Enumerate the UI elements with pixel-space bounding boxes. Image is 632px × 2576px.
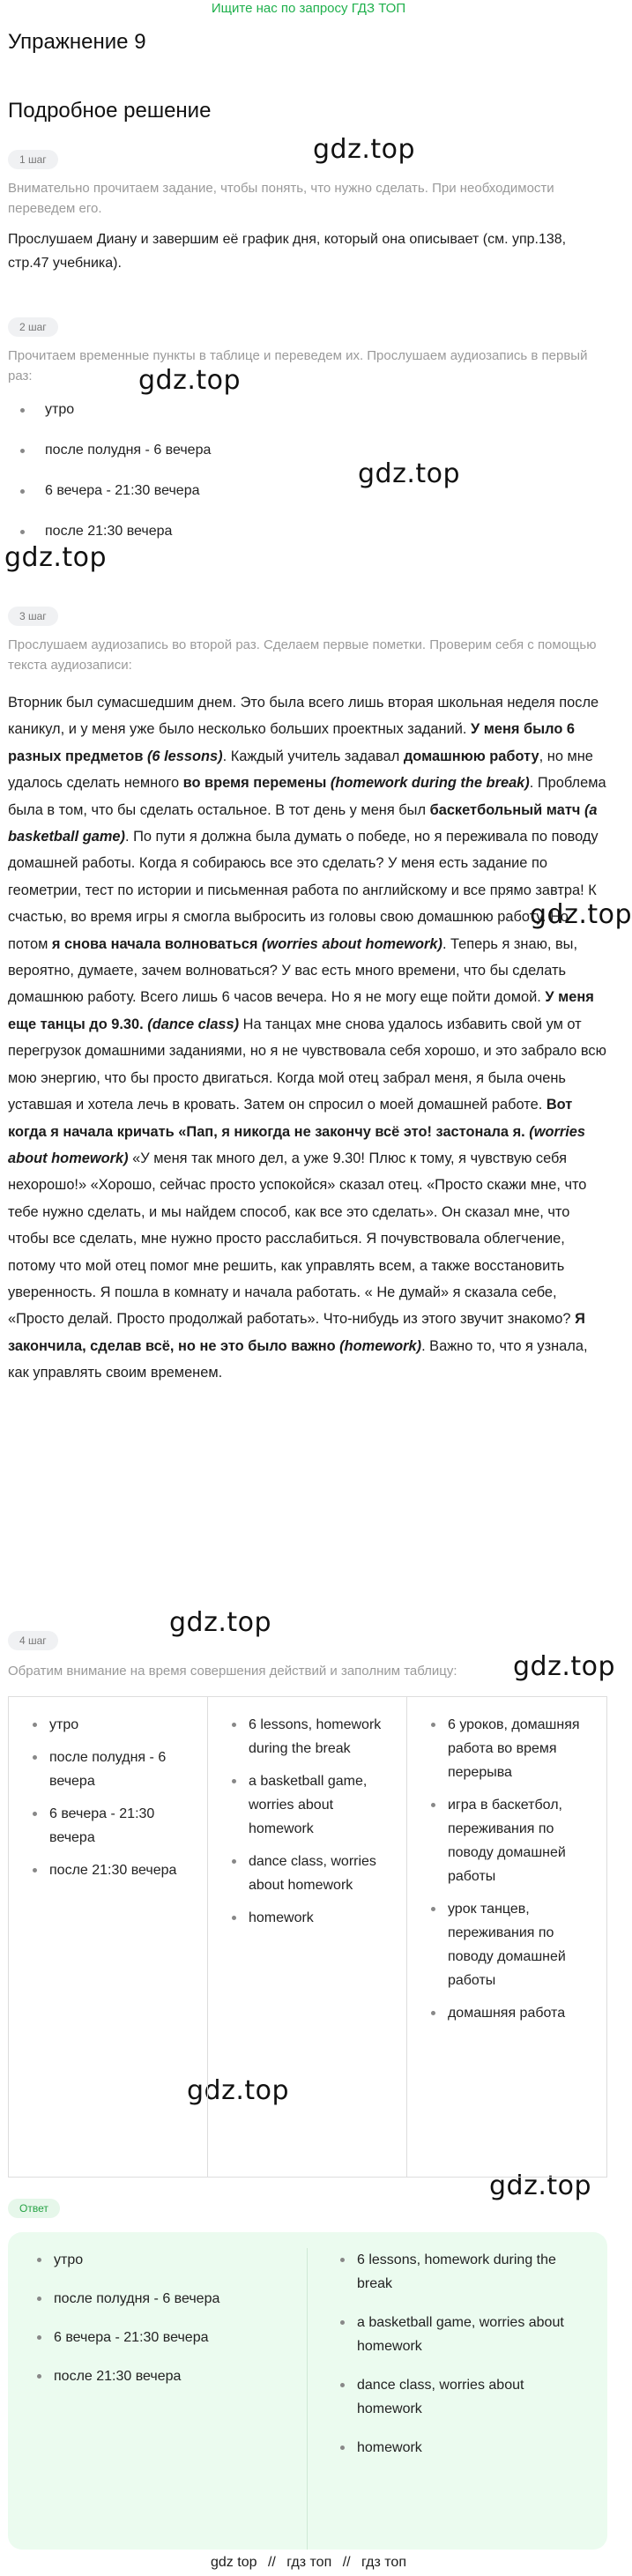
table-cell: игра в баскетбол, переживания по поводу домашней работы — [407, 1793, 606, 1888]
table-cell: homework — [208, 1906, 406, 1930]
story-keyword-english: (worries about homework) — [8, 1123, 586, 1166]
list-item: после 21:30 вечера — [8, 522, 607, 541]
table-cell: после 21:30 вечера — [9, 1858, 207, 1882]
table-column-english — [208, 1697, 407, 2177]
step-4 — [8, 1631, 607, 1681]
story-keyword: У меня было 6 разных предметов — [8, 721, 576, 764]
answer-item: после полудня - 6 вечера — [8, 2287, 307, 2311]
answer-column-activities — [308, 2248, 607, 2550]
footer-separator: // — [267, 2555, 276, 2570]
watermark: gdz.top — [169, 1607, 272, 1638]
story-segment: . Проблема была в том, что бы сделать остальное. В тот день у меня был — [8, 775, 606, 818]
story-segment: . Важно то, что я узнала, как управлять своим временем. — [8, 1337, 588, 1381]
story-text — [8, 689, 607, 1387]
answer-column-times — [8, 2248, 308, 2550]
step-3 — [8, 607, 607, 1387]
table-cell: утро — [9, 1713, 207, 1737]
list-item: утро — [8, 400, 607, 420]
story-keyword: во время перемены — [182, 775, 331, 792]
step-intro: Прослушаем аудиозапись во второй раз. Сделаем первые пометки. Проверим себя с помощью текста аудиозаписи: — [8, 637, 597, 673]
top-banner[interactable]: Ищите нас по запросу ГДЗ ТОП — [211, 1, 406, 16]
story-segment: . Теперь я знаю, вы, вероятно, думаете, зачем волноваться? У вас есть много времени, что бы сделать домашнюю работу. Всего лишь 6 часов вечера. Но я не могу еще пойти домой. — [8, 935, 578, 1006]
answer-item: dance class, worries about homework — [311, 2373, 607, 2421]
answer-item: после 21:30 вечера — [8, 2364, 307, 2388]
section-title: Подробное решение — [8, 99, 212, 123]
story-segment: Вторник был сумасшедшим днем. Это была всего лишь вторая школьная неделя после каникул, и у меня уже было несколько больших проектных заданий. — [8, 695, 599, 738]
step-1 — [8, 150, 607, 275]
list-item: 6 вечера - 21:30 вечера — [8, 481, 607, 501]
story-segment: На танцах мне снова удалось избавить свой ум от перегрузок домашними заданиями, но я не чувствовала себя хорошо, и это забрало всю мою энергию, что бы просто двигаться. Когда мой отец забрал меня, я была очень уставшая и хотела лечь в кровать. Затем он спросил о моей домашней работе. — [8, 1016, 606, 1113]
story-keyword-english: (a basketball game) — [8, 801, 598, 845]
step-2 — [8, 317, 607, 562]
story-keyword: Я закончила, сделав всё, но не это было важно — [8, 1311, 585, 1354]
list-item: после полудня - 6 вечера — [8, 441, 607, 460]
story-keyword-english: (homework) — [339, 1337, 422, 1354]
story-keyword: Вот когда я начала кричать «Пап, я никогда не закончу всё это! застонала я. — [8, 1097, 573, 1140]
answer-badge: Ответ — [8, 2199, 60, 2218]
page-title: Упражнение 9 — [8, 30, 146, 54]
step-badge: 1 шаг — [8, 150, 58, 169]
story-keyword-english: (dance class) — [147, 1016, 240, 1032]
story-segment: «У меня так много дел, а уже 9.30! Плюс к тому, я чувствую себя нехорошо!» «Хорошо, сейчас просто успокойся» сказал отец. «Просто скажи мне, что тебе нужно сделать, и мы найдем способ, как все это сделать». Он сказал мне, что чтобы все сделать, мне нужно просто расслабиться. Я почувствовала облегчение, потому что мой отец помог мне решить, как управлять всем, а также восстановить уверенность. Я пошла в комнату и начала работать. « Не думай» я сказала себе, «Просто делай. Просто продолжай работать». Что-нибудь из этого звучит знакомо? — [8, 1150, 587, 1328]
watermark: gdz.top — [138, 365, 242, 396]
table-column-russian — [407, 1697, 606, 2177]
watermark: gdz.top — [530, 899, 632, 930]
step-text: Прослушаем Диану и завершим её график дня, который она описывает (см. упр.138, стр.47 учебника). — [8, 232, 567, 271]
answer-item: 6 вечера - 21:30 вечера — [8, 2326, 307, 2349]
answer-item: 6 lessons, homework during the break — [311, 2248, 607, 2296]
step-badge: 4 шаг — [8, 1631, 58, 1650]
step-intro: Прочитаем временные пункты в таблице и переведем их. Прослушаем аудиозапись в первый раз: — [8, 348, 588, 383]
answer-item: homework — [311, 2436, 607, 2460]
story-keyword-english: (homework during the break) — [330, 775, 530, 792]
table-cell: a basketball game, worries about homework — [208, 1769, 406, 1841]
table-cell: после полудня - 6 вечера — [9, 1746, 207, 1793]
answer-item: утро — [8, 2248, 307, 2272]
story-keyword: У меня еще танцы до 9.30. — [8, 989, 594, 1032]
watermark: gdz.top — [187, 2075, 290, 2106]
watermark: gdz.top — [358, 458, 461, 489]
watermark: gdz.top — [4, 542, 108, 573]
story-keyword: баскетбольный матч — [429, 801, 584, 818]
footer-link[interactable]: гдз топ — [361, 2555, 406, 2570]
watermark: gdz.top — [313, 134, 416, 165]
story-segment: . По пути я должна была думать о победе, но я переживала по поводу домашней работы. Когда я собираюсь все это сделать? У меня есть задание по геометрии, тест по истории и письменная работа по английскому и все прямо завтра! К счастью, во время игры я смогла выбросить из головы свою домашнюю работу. Но потом — [8, 829, 599, 952]
time-points-list — [8, 400, 607, 541]
story-segment: . Каждый учитель задавал — [222, 748, 404, 764]
footer-links — [0, 2555, 617, 2571]
table-cell: 6 уроков, домашняя работа во время перерыва — [407, 1713, 606, 1784]
table-cell: 6 lessons, homework during the break — [208, 1713, 406, 1761]
footer-link[interactable]: гдз топ — [286, 2555, 332, 2570]
table-column-times — [9, 1697, 208, 2177]
watermark: gdz.top — [489, 2170, 592, 2201]
story-keyword: домашнюю работу — [403, 748, 539, 764]
footer-separator: // — [342, 2555, 351, 2570]
table-cell: 6 вечера - 21:30 вечера — [9, 1802, 207, 1850]
schedule-table — [8, 1696, 607, 2178]
footer-link[interactable]: gdz top — [211, 2555, 257, 2570]
step-intro: Обратим внимание на время совершения действий и заполним таблицу: — [8, 1664, 457, 1679]
story-keyword: я снова начала волноваться — [51, 935, 263, 952]
answer-item: a basketball game, worries about homework — [311, 2311, 607, 2358]
table-cell: dance class, worries about homework — [208, 1850, 406, 1897]
step-badge: 2 шаг — [8, 317, 58, 337]
table-cell: урок танцев, переживания по поводу домашней работы — [407, 1897, 606, 1992]
watermark: gdz.top — [513, 1651, 616, 1682]
answer-box — [8, 2232, 607, 2550]
step-badge: 3 шаг — [8, 607, 58, 626]
step-intro: Внимательно прочитаем задание, чтобы понять, что нужно сделать. При необходимости переведем его. — [8, 181, 554, 216]
story-segment: , но мне удалось сделать немного — [8, 748, 593, 792]
table-cell: домашняя работа — [407, 2001, 606, 2025]
story-keyword-english: (6 lessons) — [146, 748, 223, 764]
story-keyword-english: (worries about homework) — [262, 935, 442, 952]
